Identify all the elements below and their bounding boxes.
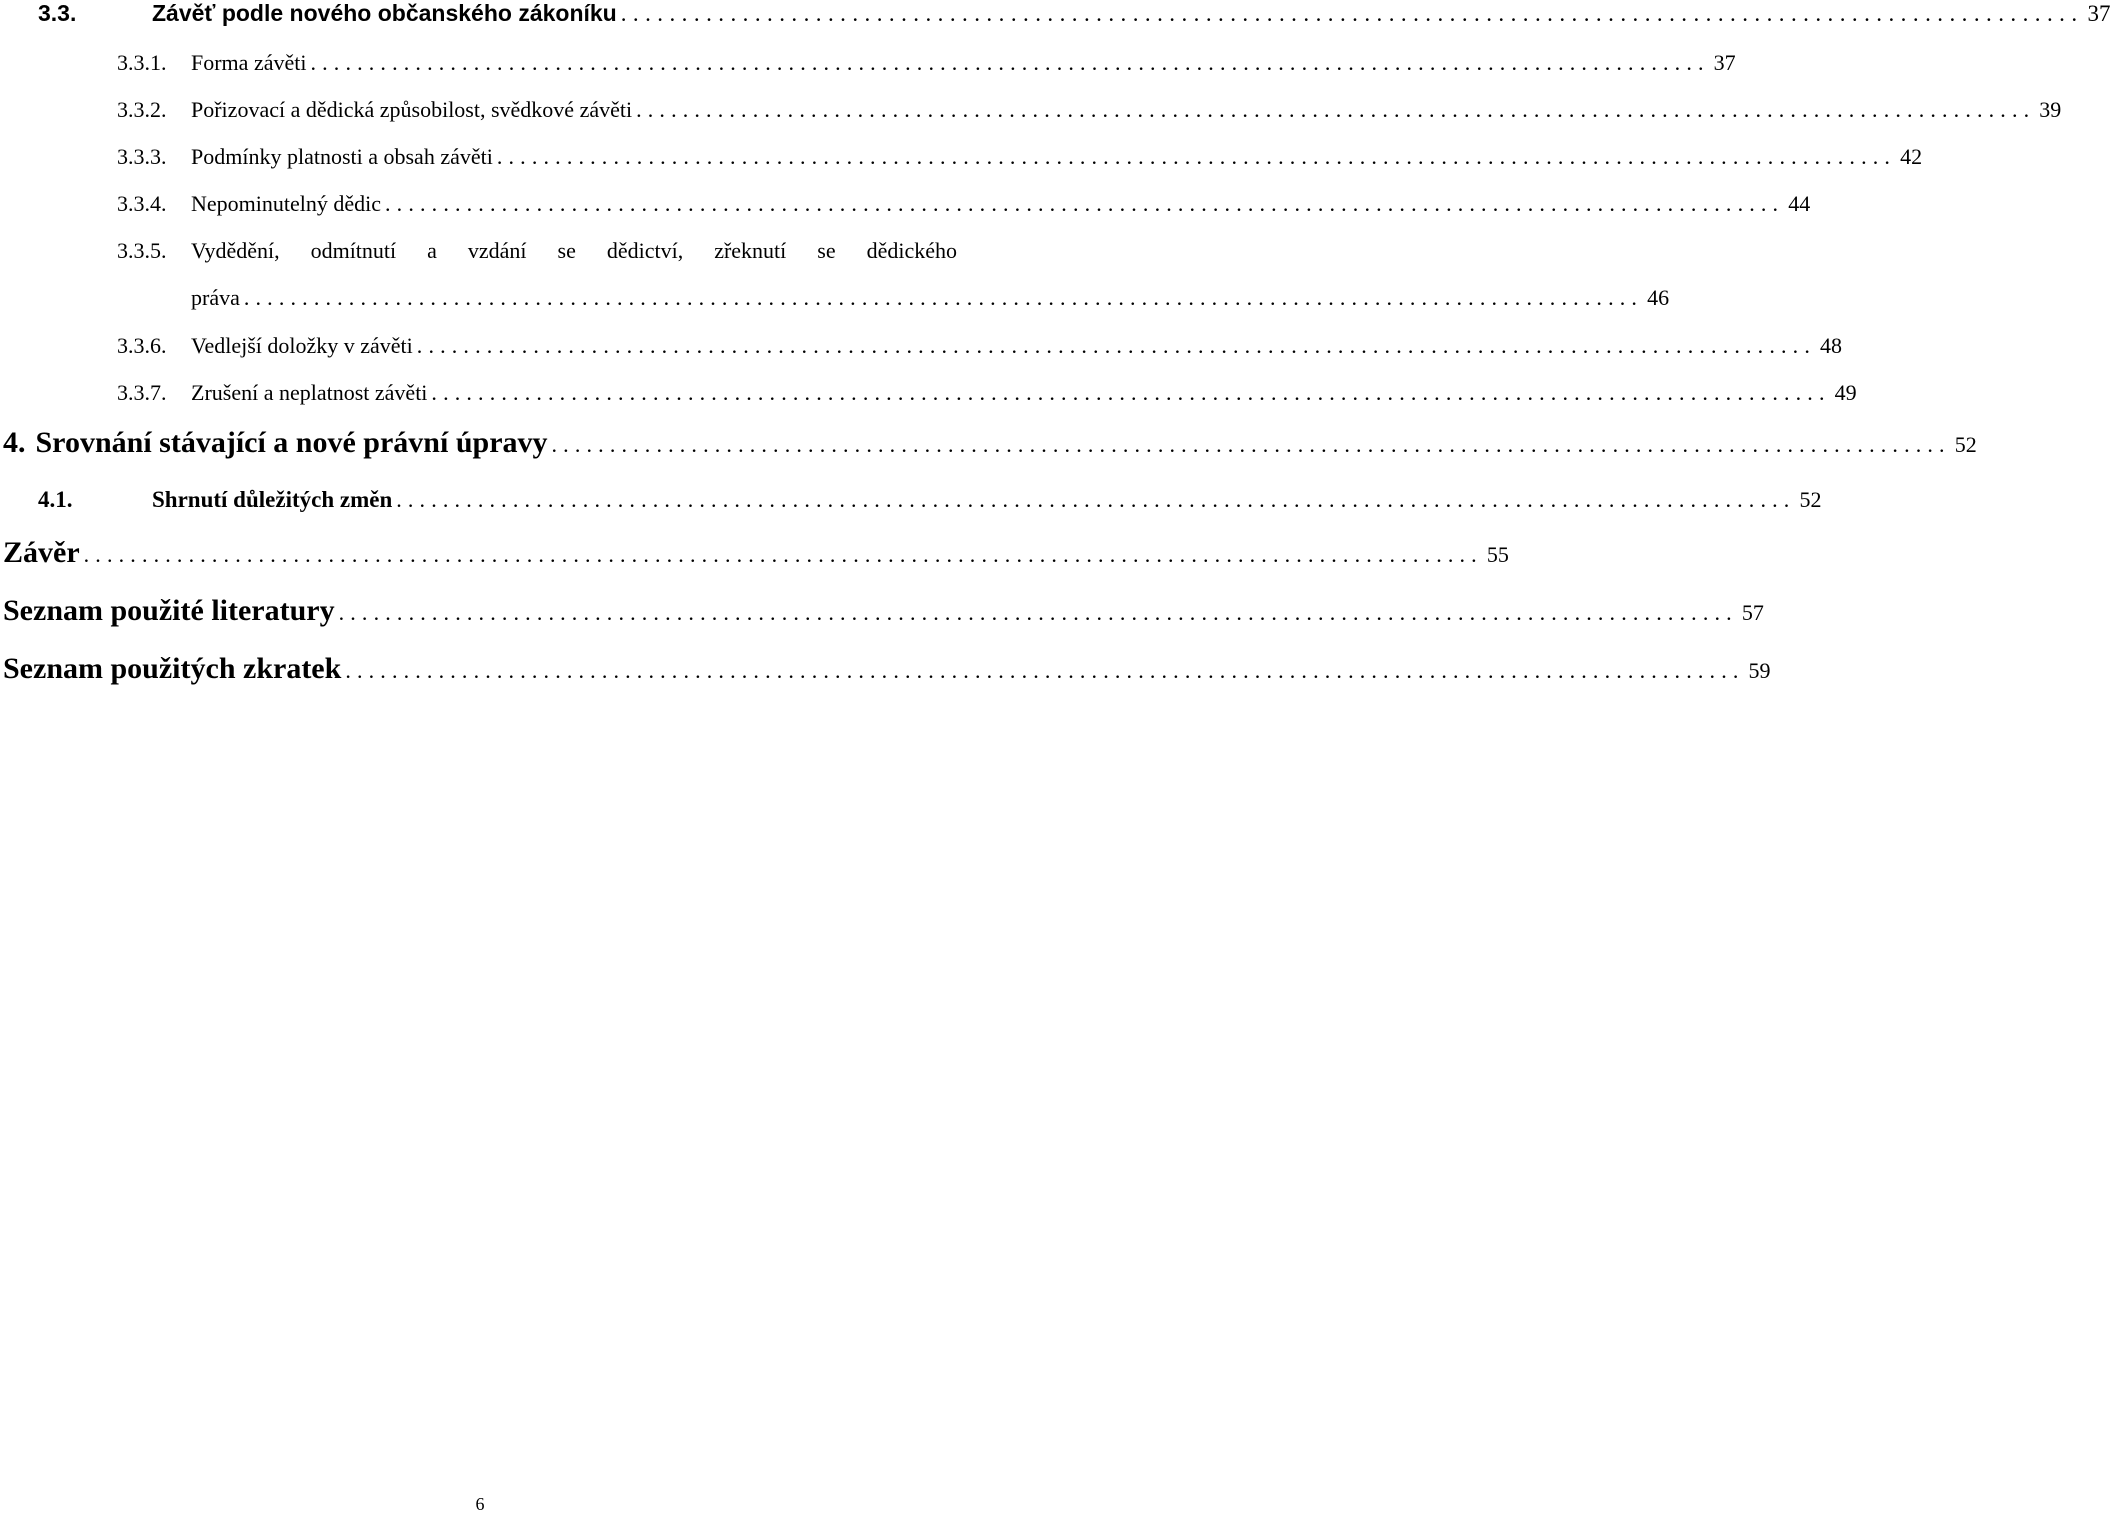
toc-leader-dots: ........................................................................................................................ bbox=[551, 432, 1951, 457]
toc-entry-title: Seznam použité literatury bbox=[3, 594, 335, 627]
toc-entry-page: 52 bbox=[1954, 432, 1977, 457]
toc-leader-dots: ........................................................................................................................ bbox=[636, 97, 2036, 122]
toc-entry-number: 3.3.6. bbox=[117, 333, 167, 358]
toc-entry-number: 4.1. bbox=[38, 487, 73, 512]
toc-entry-title: Zrušení a neplatnost závěti bbox=[191, 380, 428, 405]
toc-entry[interactable] bbox=[3, 652, 1771, 692]
toc-entry-title: Vedlejší doložky v závěti bbox=[191, 333, 413, 358]
toc-entry-number: 4. bbox=[3, 426, 26, 459]
toc-entry-multiline[interactable] bbox=[117, 238, 957, 268]
toc-entry[interactable] bbox=[38, 487, 1822, 519]
toc-entry-number: 3.3.5. bbox=[117, 238, 167, 263]
toc-entry-title: Srovnání stávající a nové právní úpravy bbox=[35, 426, 548, 459]
toc-entry-number: 3.3.2. bbox=[117, 97, 167, 122]
toc-entry[interactable] bbox=[3, 426, 1977, 466]
toc-entry-title: Podmínky platnosti a obsah závěti bbox=[191, 144, 493, 169]
toc-entry-page: 42 bbox=[1900, 144, 1923, 169]
toc-entry-title: Shrnutí důležitých změn bbox=[152, 487, 393, 512]
toc-leader-dots: ........................................................................................................................ bbox=[83, 542, 1483, 567]
toc-entry-page: 57 bbox=[1741, 600, 1764, 625]
toc-entry-number: 3.3.1. bbox=[117, 50, 167, 75]
toc-entry-continuation[interactable] bbox=[191, 285, 1670, 315]
toc-entry-page: 55 bbox=[1486, 542, 1509, 567]
toc-entry[interactable] bbox=[117, 50, 1736, 80]
toc-entry[interactable] bbox=[117, 144, 1923, 174]
toc-leader-dots: ........................................................................................................................ bbox=[620, 1, 2084, 26]
toc-entry-number: 3.3.3. bbox=[117, 144, 167, 169]
toc-leader-dots: ........................................................................................................................ bbox=[431, 380, 1831, 405]
toc-entry-page: 46 bbox=[1647, 285, 1670, 310]
toc-leader-dots: ........................................................................................................................ bbox=[396, 487, 1796, 512]
toc-entry-title: Nepominutelný dědic bbox=[191, 191, 382, 216]
toc-entry-title: Forma závěti bbox=[191, 50, 307, 75]
toc-entry-page: 49 bbox=[1834, 380, 1857, 405]
toc-entry-page: 37 bbox=[2087, 1, 2111, 26]
toc-leader-dots: ........................................................................................................................ bbox=[310, 50, 1710, 75]
toc-entry-page: 52 bbox=[1799, 487, 1822, 512]
toc-leader-dots: ........................................................................................................................ bbox=[416, 333, 1816, 358]
toc-entry-page: 37 bbox=[1713, 50, 1736, 75]
toc-entry-title-line2: práva bbox=[191, 285, 240, 310]
toc-entry[interactable] bbox=[3, 594, 1764, 634]
toc-entry-page: 39 bbox=[2039, 97, 2062, 122]
toc-entry-title: Závěť podle nového občanského zákoníku bbox=[152, 0, 617, 26]
toc-entry[interactable] bbox=[117, 97, 2062, 127]
toc-entry-number: 3.3.7. bbox=[117, 380, 167, 405]
toc-entry[interactable] bbox=[38, 0, 2111, 32]
toc-leader-dots: ........................................................................................................................ bbox=[338, 600, 1738, 625]
toc-leader-dots: ........................................................................................................................ bbox=[243, 285, 1644, 310]
toc-entry-page: 44 bbox=[1788, 191, 1811, 216]
page-number: 6 bbox=[475, 1494, 485, 1514]
toc-entry[interactable] bbox=[3, 536, 1509, 576]
toc-leader-dots: ........................................................................................................................ bbox=[496, 144, 1897, 169]
toc-entry-page: 59 bbox=[1748, 658, 1771, 683]
toc-entry[interactable] bbox=[117, 380, 1857, 410]
toc-leader-dots: ........................................................................................................................ bbox=[345, 658, 1745, 683]
toc-entry[interactable] bbox=[117, 333, 1842, 363]
toc-leader-dots: ........................................................................................................................ bbox=[385, 191, 1785, 216]
toc-entry-number: 3.3.4. bbox=[117, 191, 167, 216]
toc-entry-title: Závěr bbox=[3, 536, 80, 569]
toc-entry-title: Seznam použitých zkratek bbox=[3, 652, 342, 685]
toc-entry-title-line1: Vydědění, odmítnutí a vzdání se dědictví, zřeknutí se dědického bbox=[191, 238, 957, 263]
toc-entry-title: Pořizovací a dědická způsobilost, svědkové závěti bbox=[191, 97, 633, 122]
toc-entry-page: 48 bbox=[1819, 333, 1842, 358]
toc-entry-number: 3.3. bbox=[38, 0, 77, 26]
toc-entry[interactable] bbox=[117, 191, 1811, 221]
